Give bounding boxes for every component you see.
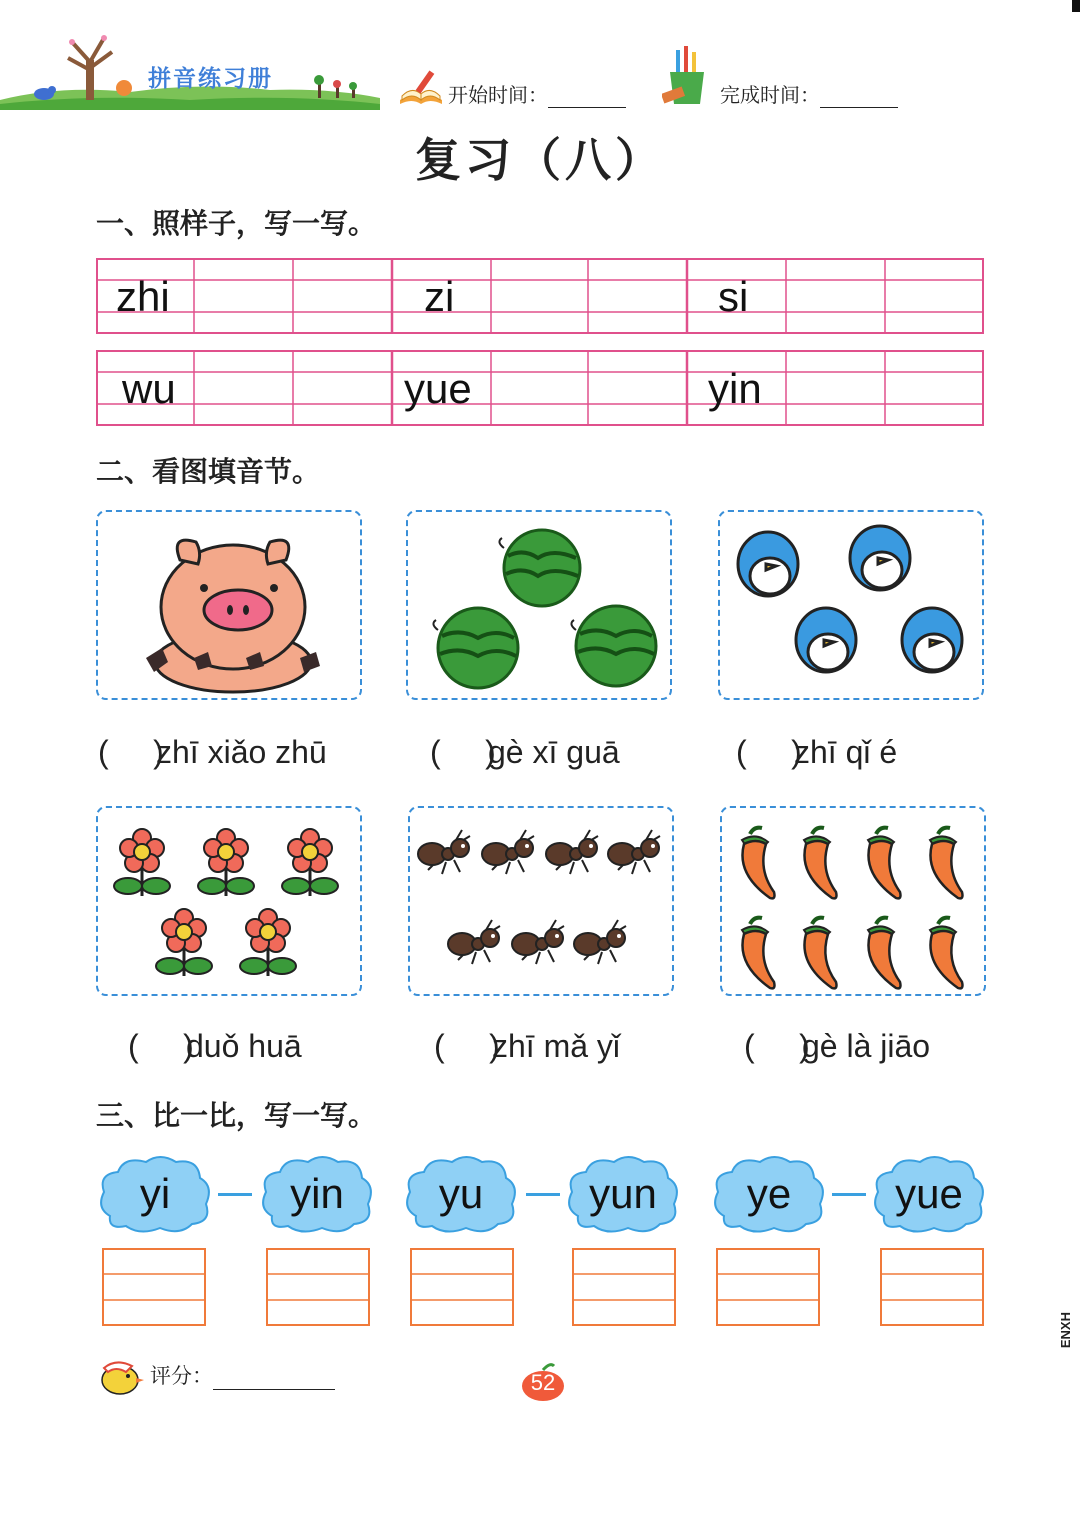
writing-box[interactable] [410, 1248, 514, 1326]
book-title: 拼音练习册 [148, 66, 273, 92]
section1-heading: 一、照样子，写一写。 [96, 207, 377, 240]
writing-box[interactable] [266, 1248, 370, 1326]
answer-blank[interactable]: ( ) [744, 1028, 810, 1064]
grid-example-syllable: yue [404, 365, 472, 412]
picture-frame-chili [720, 806, 986, 996]
answer-blank[interactable]: ( ) [430, 734, 496, 770]
syllable-cloud [258, 1152, 376, 1236]
syllable-cloud [564, 1152, 682, 1236]
score-blank[interactable] [213, 1367, 335, 1390]
page-title: 复习（八） [415, 133, 665, 187]
score-label: 评分： [150, 1364, 213, 1388]
start-time-blank[interactable] [548, 87, 626, 108]
caption-pinyin: gè là jiāo [802, 1028, 931, 1064]
penguin-icon [720, 512, 982, 698]
section3-heading: 三、比一比，写一写。 [96, 1099, 377, 1132]
page-number: 52 [530, 1370, 556, 1395]
grid-example-syllable: si [718, 273, 749, 320]
pair-dash [832, 1193, 866, 1196]
caption-chili[interactable] [744, 1028, 930, 1065]
caption-watermelon[interactable] [430, 734, 620, 771]
side-code: ENXH [1058, 1312, 1073, 1349]
picture-frame-ant [408, 806, 674, 996]
writing-box[interactable] [102, 1248, 206, 1326]
cloud-syllable: yin [290, 1170, 344, 1217]
writing-box[interactable] [572, 1248, 676, 1326]
writing-grid-row2[interactable] [96, 350, 984, 426]
caption-ant[interactable] [434, 1028, 620, 1065]
picture-frame-penguin [718, 510, 984, 700]
syllable-cloud [870, 1152, 988, 1236]
caption-pinyin: gè xī guā [488, 734, 620, 770]
score-field[interactable] [150, 1360, 335, 1390]
picture-frame-flower [96, 806, 362, 996]
pair-dash [218, 1193, 252, 1196]
grid-example-syllable: yin [708, 365, 762, 412]
caption-pinyin: zhī mǎ yǐ [492, 1028, 621, 1064]
cloud-syllable: ye [746, 1170, 792, 1217]
answer-blank[interactable]: ( ) [128, 1028, 194, 1064]
chili-icon [722, 808, 984, 994]
answer-blank[interactable]: ( ) [736, 734, 802, 770]
answer-blank[interactable]: ( ) [434, 1028, 500, 1064]
watermelon-icon [408, 512, 670, 698]
caption-pig[interactable] [98, 734, 327, 771]
section2-heading: 二、看图填音节。 [96, 455, 321, 488]
grid-example-syllable: zi [424, 273, 455, 320]
syllable-cloud [402, 1152, 520, 1236]
picture-frame-watermelon [406, 510, 672, 700]
pencil-cup-icon [662, 46, 712, 106]
start-time-label: 开始时间： [448, 83, 548, 107]
finish-time-field[interactable] [720, 79, 898, 108]
caption-flower[interactable] [128, 1028, 302, 1065]
pig-icon [98, 512, 360, 698]
syllable-cloud [710, 1152, 828, 1236]
caption-pinyin: duǒ huā [186, 1028, 302, 1064]
start-time-field[interactable] [448, 79, 626, 108]
syllable-cloud [96, 1152, 214, 1236]
grid-example-syllable: wu [122, 365, 176, 412]
chick-icon [96, 1356, 146, 1396]
caption-penguin[interactable] [736, 734, 897, 771]
writing-box[interactable] [716, 1248, 820, 1326]
caption-pinyin: zhī qǐ é [794, 734, 898, 770]
four-line-grid [96, 258, 984, 334]
answer-blank[interactable]: ( ) [98, 734, 164, 770]
page-number-apple [520, 1362, 566, 1402]
grid-example-syllable: zhi [116, 273, 170, 320]
caption-pinyin: zhī xiǎo zhū [156, 734, 327, 770]
finish-time-label: 完成时间： [720, 83, 820, 107]
flower-icon [98, 808, 360, 994]
four-line-grid [96, 350, 984, 426]
writing-box[interactable] [880, 1248, 984, 1326]
cloud-syllable: yi [139, 1170, 171, 1217]
cloud-syllable: yun [589, 1170, 657, 1217]
picture-frame-pig [96, 510, 362, 700]
book-pencil-icon [398, 66, 444, 106]
ant-icon [410, 808, 672, 994]
pair-dash [526, 1193, 560, 1196]
cloud-syllable: yu [438, 1170, 484, 1217]
cloud-syllable: yue [895, 1170, 963, 1217]
finish-time-blank[interactable] [820, 87, 898, 108]
writing-grid-row1[interactable] [96, 258, 984, 334]
corner-mark [1072, 0, 1080, 12]
